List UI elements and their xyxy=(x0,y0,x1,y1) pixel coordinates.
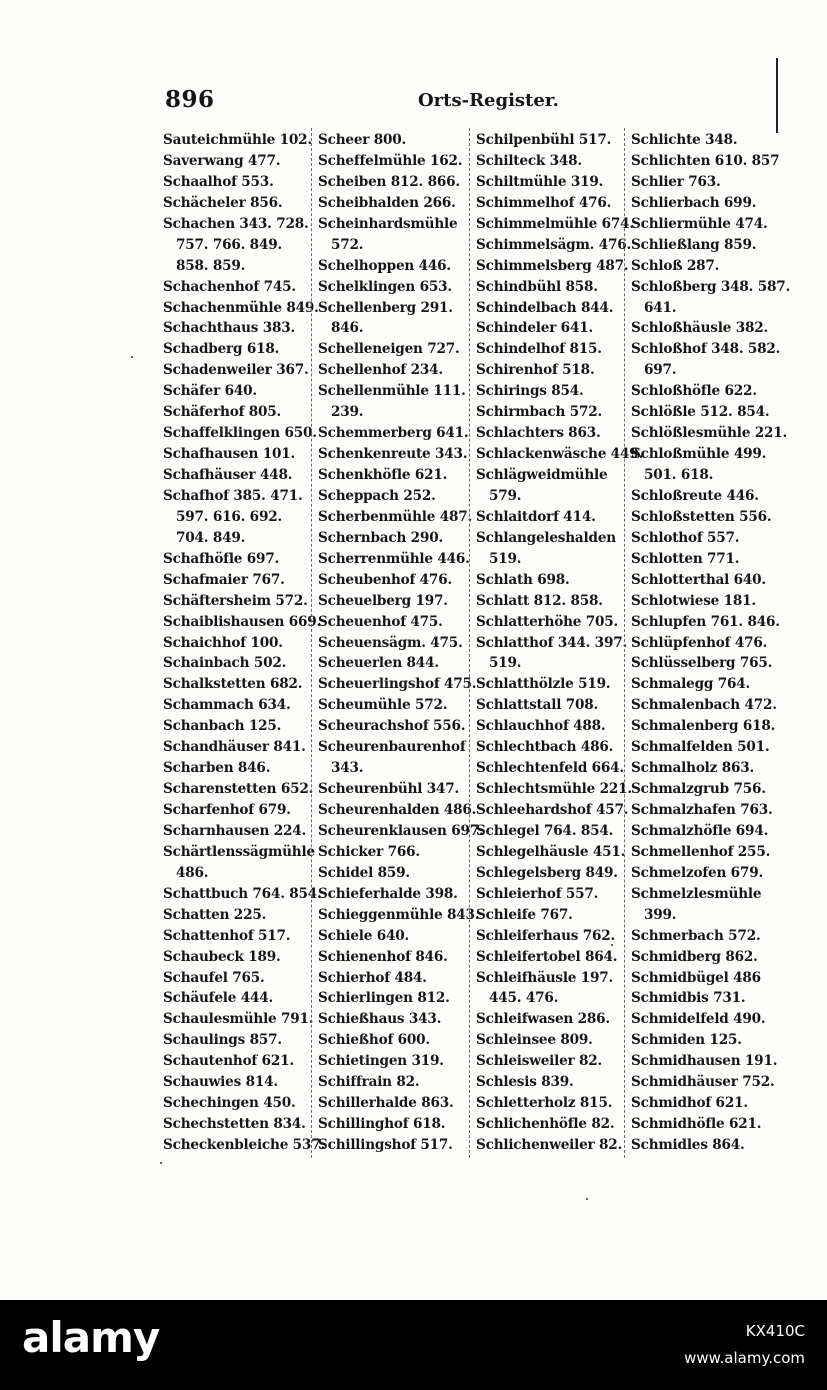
index-entry: Schindelbach 844. xyxy=(476,299,614,316)
index-entry: Scherbenmühle 487. xyxy=(318,508,473,525)
index-entry: 519. xyxy=(489,550,522,567)
index-entry: Schlotterthal 640. xyxy=(631,571,766,588)
index-entry: Schaiblishausen 669. xyxy=(163,613,322,630)
running-head: Orts-Register. xyxy=(418,90,559,111)
index-entry: Schammach 634. xyxy=(163,697,291,714)
index-entry: Schäufele 444. xyxy=(163,990,274,1007)
index-entry: Schauwies 814. xyxy=(163,1074,278,1091)
index-entry: Schlauchhof 488. xyxy=(476,718,606,735)
scan-speck xyxy=(131,356,133,358)
index-entry: Schmidbügel 486 xyxy=(631,969,761,986)
image-id: KX410C xyxy=(745,1322,805,1340)
index-entry: Schmelzlesmühle xyxy=(631,885,762,902)
index-entry: Schechingen 450. xyxy=(163,1095,296,1112)
index-entry: Schäftersheim 572. xyxy=(163,592,308,609)
index-entry: Schloßreute 446. xyxy=(631,487,759,504)
index-entry: Schlothof 557. xyxy=(631,529,740,546)
index-entry: Scheurenhalden 486. xyxy=(318,802,477,818)
index-entry: Schirings 854. xyxy=(476,383,584,400)
index-entry: Schmalzhöfle 694. xyxy=(631,822,769,839)
index-entry: 572. xyxy=(331,236,364,253)
index-entry: Schloßberg 348. 587. xyxy=(631,278,791,295)
margin-mark xyxy=(776,58,778,133)
column-rule xyxy=(311,128,312,1158)
index-entry: Schmidhausen 191. xyxy=(631,1053,778,1070)
index-entry: Schelhoppen 446. xyxy=(318,257,451,274)
index-entry: Scheurachshof 556. xyxy=(318,718,466,735)
site-url: www.alamy.com xyxy=(684,1349,805,1367)
index-entry: Schloßmühle 499. xyxy=(631,446,767,463)
index-entry: Schlackenwäsche 449. xyxy=(476,446,643,463)
index-entry: Schlath 698. xyxy=(476,571,570,588)
index-entry: Schlichenweiler 82. xyxy=(476,1137,623,1153)
index-entry: Schmidelfeld 490. xyxy=(631,1011,766,1028)
index-entry: Schießhaus 343. xyxy=(318,1011,442,1028)
index-entry: Schlägweidmühle xyxy=(476,467,608,483)
index-entry: Schenkenreute 343. xyxy=(318,446,468,463)
watermark-banner xyxy=(0,1300,827,1390)
index-entry: Scharenstetten 652. xyxy=(163,781,314,798)
scan-speck xyxy=(611,944,613,946)
index-entry: Schloßhäusle 382. xyxy=(631,320,769,337)
index-entry: Schachenhof 745. xyxy=(163,278,296,295)
index-entry: Schlechtbach 486. xyxy=(476,739,614,756)
index-entry: Schimmelmühle 674. xyxy=(476,215,634,232)
index-entry: 597. 616. 692. xyxy=(176,508,282,525)
index-entry: Schautenhof 621. xyxy=(163,1053,294,1070)
index-entry: Schlüpfenhof 476. xyxy=(631,634,768,651)
index-entry: Schaffelklingen 650. xyxy=(163,425,317,442)
index-entry: Schmellenhof 255. xyxy=(631,843,771,860)
index-entry: Schleifhäusle 197. xyxy=(476,969,614,986)
index-entry: Schachen 343. 728. xyxy=(163,215,309,232)
index-entry: Schlatterhöhe 705. xyxy=(476,613,619,630)
index-entry: Schmidberg 862. xyxy=(631,948,758,965)
index-entry: Schmalholz 863. xyxy=(631,760,755,777)
index-entry: Schirmbach 572. xyxy=(476,404,603,421)
index-entry: Scheuelberg 197. xyxy=(318,592,448,609)
index-entry: Schenkhöfle 621. xyxy=(318,467,448,483)
index-entry: Scheuerlingshof 475. xyxy=(318,676,477,693)
index-entry: Schlier 763. xyxy=(631,173,721,190)
index-entry: Schloß 287. xyxy=(631,257,720,274)
index-entry: Schimmelsägm. 476. xyxy=(476,236,632,253)
index-entry: Schadenweiler 367. xyxy=(163,362,309,379)
index-entry: Schicker 766. xyxy=(318,843,420,860)
index-entry: Schmalzgrub 756. xyxy=(631,781,766,798)
index-entry: 399. xyxy=(644,906,677,923)
index-entry: Schattbuch 764. 854. xyxy=(163,885,322,902)
index-entry: Schalkstetten 682. xyxy=(163,676,303,693)
index-entry: Scheuensägm. 475. xyxy=(318,634,463,651)
index-entry: Schafhof 385. 471. xyxy=(163,487,303,504)
index-entry: Scheiben 812. 866. xyxy=(318,173,460,190)
index-entry: Schloßhöfle 622. xyxy=(631,383,757,400)
index-entry: Schleiferhaus 762. xyxy=(476,927,616,944)
index-entry: Schleifwasen 286. xyxy=(476,1011,610,1028)
index-entry: Schlegel 764. 854. xyxy=(476,822,614,839)
index-entry: Schlichenhöfle 82. xyxy=(476,1116,615,1133)
index-entry: Schmidbis 731. xyxy=(631,990,746,1007)
index-entry: Schmalegg 764. xyxy=(631,676,751,693)
index-entry: Schlichten 610. 857 xyxy=(631,152,780,169)
index-entry: Scheuenhof 475. xyxy=(318,613,443,630)
index-entry: Schatten 225. xyxy=(163,906,267,923)
index-entry: Schmerbach 572. xyxy=(631,927,761,944)
scan-speck xyxy=(160,1162,162,1164)
index-entry: Schaufel 765. xyxy=(163,969,265,986)
index-entry: Schindbühl 858. xyxy=(476,278,598,295)
index-entry: Schlechtsmühle 221. xyxy=(476,781,632,798)
index-entry: Schachenmühle 849. xyxy=(163,299,319,316)
index-entry: Schellenberg 291. xyxy=(318,299,453,316)
index-entry: 579. xyxy=(489,487,522,504)
index-entry: Scharnhausen 224. xyxy=(163,822,307,839)
index-entry: Schlatthölzle 519. xyxy=(476,676,611,693)
index-entry: Schafmaier 767. xyxy=(163,571,285,588)
scan-speck xyxy=(586,1198,588,1200)
index-entry: Schaubeck 189. xyxy=(163,948,281,965)
index-entry: Schmidhöfle 621. xyxy=(631,1116,762,1133)
index-entry: Scharben 846. xyxy=(163,760,271,777)
index-entry: Schlierbach 699. xyxy=(631,194,757,211)
index-entry: Schlattstall 708. xyxy=(476,697,599,714)
index-entry: Schellenhof 234. xyxy=(318,362,443,379)
index-entry: Schieferhalde 398. xyxy=(318,885,458,902)
index-entry: Schaulesmühle 791. xyxy=(163,1011,314,1028)
index-entry: Schiffrain 82. xyxy=(318,1074,420,1091)
index-entry: Schließlang 859. xyxy=(631,236,757,253)
index-entry: Schiltmühle 319. xyxy=(476,173,604,190)
index-entry: Schärtlenssägmühle xyxy=(163,843,315,860)
index-entry: Scheppach 252. xyxy=(318,487,436,504)
index-entry: Schafhöfle 697. xyxy=(163,550,280,567)
index-entry: Schellenmühle 111. xyxy=(318,383,466,400)
column-rule xyxy=(624,128,625,1158)
index-entry: Schlößlesmühle 221. xyxy=(631,425,788,442)
index-entry: Schimmelhof 476. xyxy=(476,194,612,211)
index-entry: Schidel 859. xyxy=(318,864,410,881)
index-entry: Schmalfelden 501. xyxy=(631,739,770,756)
index-entry: Schmelzofen 679. xyxy=(631,864,763,881)
index-entry: 239. xyxy=(331,404,364,421)
index-entry: Schillinghof 618. xyxy=(318,1116,446,1133)
index-entry: Schilpenbühl 517. xyxy=(476,132,612,148)
index-entry: Schmiden 125. xyxy=(631,1032,742,1049)
index-entry: Schiele 640. xyxy=(318,927,410,944)
column-rule xyxy=(469,128,470,1158)
index-entry: 757. 766. 849. xyxy=(176,236,282,253)
index-entry: Schilteck 348. xyxy=(476,152,582,169)
index-entry: Scheckenbleiche 537. xyxy=(163,1137,325,1153)
index-entry: Schafhäuser 448. xyxy=(163,467,293,483)
index-entry: Schernbach 290. xyxy=(318,529,443,546)
index-entry: Schandhäuser 841. xyxy=(163,739,306,756)
index-entry: Schindeler 641. xyxy=(476,320,593,337)
index-entry: Schmalenberg 618. xyxy=(631,718,776,735)
index-entry: Scheumühle 572. xyxy=(318,697,448,714)
page-number: 896 xyxy=(165,86,215,113)
index-entry: Schmidles 864. xyxy=(631,1137,745,1153)
index-entry: Sauteichmühle 102. xyxy=(163,132,312,148)
index-entry: Schlesis 839. xyxy=(476,1074,574,1091)
index-entry: Schattenhof 517. xyxy=(163,927,291,944)
index-entry: Schliermühle 474. xyxy=(631,215,768,232)
index-entry: Schechstetten 834. xyxy=(163,1116,306,1133)
index-entry: Schlotten 771. xyxy=(631,550,740,567)
index-entry: 519. xyxy=(489,655,522,672)
index-entry: Schemmerberg 641. xyxy=(318,425,469,442)
index-entry: Scheubenhof 476. xyxy=(318,571,452,588)
index-entry: 486. xyxy=(176,864,209,881)
index-entry: Schienenhof 846. xyxy=(318,948,448,965)
index-entry: Scheurenbühl 347. xyxy=(318,781,460,798)
brand-logo: alamy xyxy=(22,1313,160,1362)
index-entry: Schachthaus 383. xyxy=(163,320,296,337)
index-entry: Schierlingen 812. xyxy=(318,990,450,1007)
index-entry: Schelleneigen 727. xyxy=(318,341,460,358)
index-entry: Schlaitdorf 414. xyxy=(476,508,596,525)
index-entry: Scheurenbaurenhof xyxy=(318,739,466,756)
index-entry: Schlichte 348. xyxy=(631,132,738,148)
index-entry: 846. xyxy=(331,320,364,337)
index-entry: Schäferhof 805. xyxy=(163,404,282,421)
index-entry: Schlotwiese 181. xyxy=(631,592,756,609)
index-entry: Scheurenklausen 697. xyxy=(318,822,484,839)
index-entry: Schleifertobel 864. xyxy=(476,948,618,965)
index-entry: Schmalenbach 472. xyxy=(631,697,777,714)
index-entry: Schadberg 618. xyxy=(163,341,280,358)
index-entry: Schmidhäuser 752. xyxy=(631,1074,775,1091)
index-entry: Schäfer 640. xyxy=(163,383,257,400)
index-entry: Scheffelmühle 162. xyxy=(318,152,463,169)
index-entry: Scherrenmühle 446. xyxy=(318,550,470,567)
index-entry: Schaulings 857. xyxy=(163,1032,282,1049)
index-entry: Schimmelsberg 487. xyxy=(476,257,629,274)
index-entry: Schillerhalde 863. xyxy=(318,1095,454,1112)
index-entry: Schierhof 484. xyxy=(318,969,427,986)
index-entry: Schlachters 863. xyxy=(476,425,601,442)
index-entry: Schmidhof 621. xyxy=(631,1095,748,1112)
index-column-1 xyxy=(163,130,325,1156)
index-entry: Schloßstetten 556. xyxy=(631,508,772,525)
index-entry: Scharfenhof 679. xyxy=(163,802,291,818)
index-column-4 xyxy=(631,130,791,1156)
index-entry: Schlupfen 761. 846. xyxy=(631,613,780,630)
index-entry: 641. xyxy=(644,299,677,316)
index-entry: Schleehardshof 457. xyxy=(476,802,629,818)
index-entry: Schleinsee 809. xyxy=(476,1032,593,1049)
index-entry: Schießhof 600. xyxy=(318,1032,430,1049)
index-entry: Schainbach 502. xyxy=(163,655,287,672)
index-entry: Schleierhof 557. xyxy=(476,885,599,902)
index-entry: Schloßhof 348. 582. xyxy=(631,341,781,358)
index-entry: Schaalhof 553. xyxy=(163,173,274,190)
index-column-2 xyxy=(318,130,484,1156)
index-entry: Schirenhof 518. xyxy=(476,362,595,379)
index-entry: Scheer 800. xyxy=(318,132,407,148)
index-entry: 343. xyxy=(331,760,364,777)
index-entry: Scheibhalden 266. xyxy=(318,194,456,211)
index-entry: Schlegelsberg 849. xyxy=(476,864,618,881)
index-entry: Schächeler 856. xyxy=(163,194,283,211)
index-entry: Schietingen 319. xyxy=(318,1053,444,1070)
index-entry: Schindelhof 815. xyxy=(476,341,602,358)
index-entry: 445. 476. xyxy=(489,990,559,1007)
index-entry: 501. 618. xyxy=(644,467,714,483)
index-entry: Schmalzhafen 763. xyxy=(631,802,773,818)
index-entry: Schaichhof 100. xyxy=(163,634,283,651)
index-entry: Schlatt 812. 858. xyxy=(476,592,603,609)
index-entry: Schafhausen 101. xyxy=(163,446,296,463)
index-entry: Schanbach 125. xyxy=(163,718,282,735)
index-entry: 704. 849. xyxy=(176,529,246,546)
index-entry: Schillingshof 517. xyxy=(318,1137,453,1153)
index-entry: Schlangeleshalden xyxy=(476,529,616,546)
index-entry: Schlechtenfeld 664. xyxy=(476,760,624,777)
index-entry: Schleisweiler 82. xyxy=(476,1053,603,1070)
index-entry: Scheinhardsmühle xyxy=(318,215,458,232)
index-entry: 858. 859. xyxy=(176,257,246,274)
index-entry: Scheuerlen 844. xyxy=(318,655,439,672)
index-entry: Schlegelhäusle 451. xyxy=(476,843,626,860)
index-entry: Schlatthof 344. 397. xyxy=(476,634,627,651)
index-entry: Schletterholz 815. xyxy=(476,1095,613,1112)
index-entry: Schleife 767. xyxy=(476,906,573,923)
index-entry: Schieggenmühle 843. xyxy=(318,906,480,923)
index-entry: Schlößle 512. 854. xyxy=(631,404,770,421)
index-entry: Schlüsselberg 765. xyxy=(631,655,773,672)
index-entry: Schelklingen 653. xyxy=(318,278,452,295)
index-entry: Saverwang 477. xyxy=(163,152,281,169)
index-column-3 xyxy=(476,130,643,1156)
index-entry: 697. xyxy=(644,362,677,379)
